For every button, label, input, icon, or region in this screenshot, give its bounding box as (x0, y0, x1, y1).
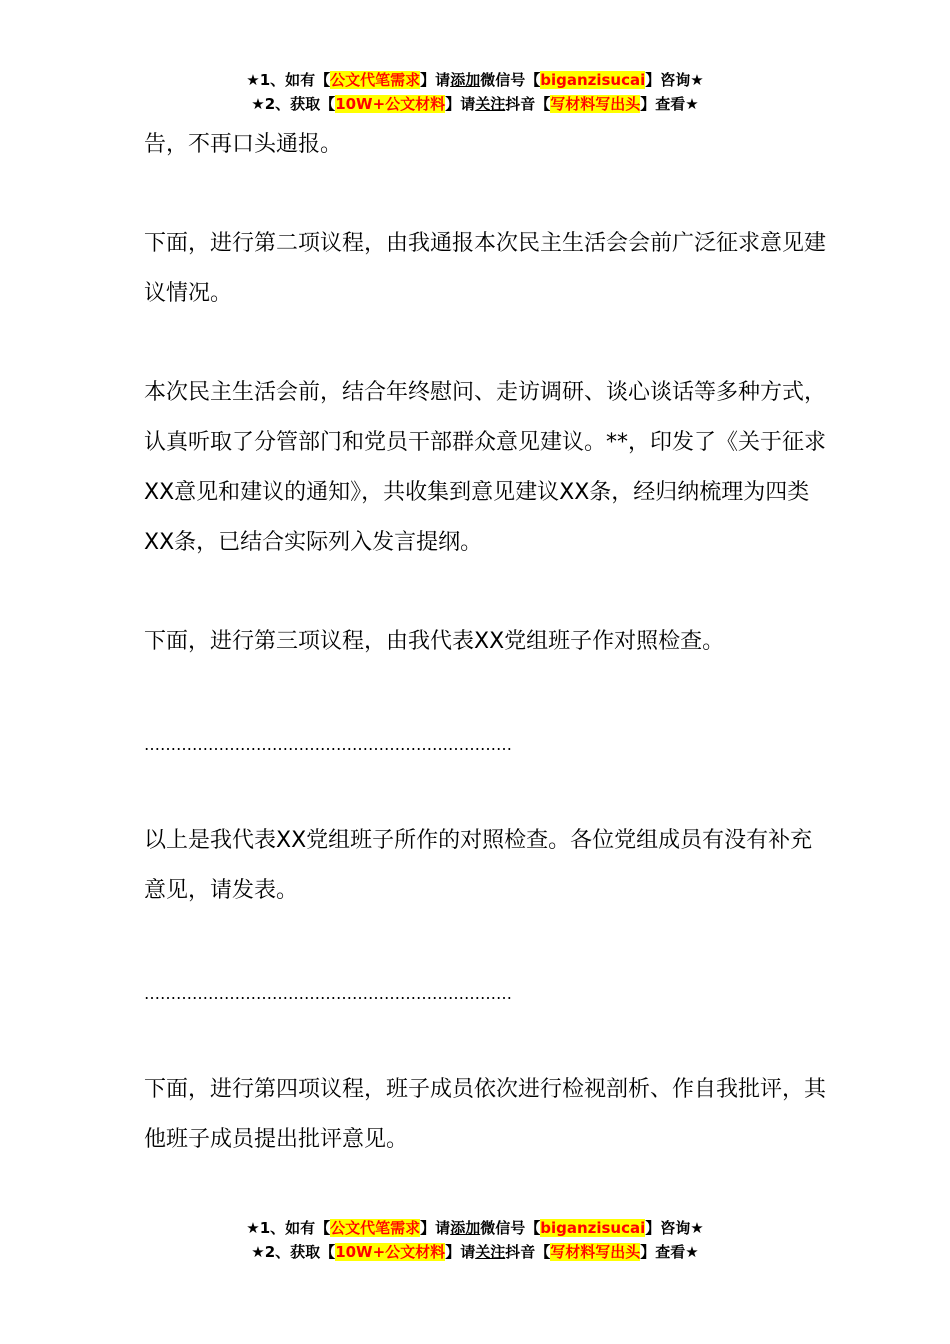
paragraph-text: 下面，进行第四项议程，班子成员依次进行检视剖析、作自我批评，其他班子成员提出批评意见。 (144, 1077, 827, 1152)
ellipsis-divider-1: …………………………………………………………… (144, 735, 512, 754)
banner-text: 】查看★ (640, 1243, 699, 1261)
banner-underline: 关注 (475, 95, 506, 113)
banner-text: 抖音【 (505, 1243, 551, 1261)
banner-text: ★2、获取【 (251, 95, 336, 113)
paragraph-1 (144, 219, 834, 319)
banner-text: 微信号【 (480, 71, 541, 89)
banner-douyin-id: 写材料写出头 (550, 95, 641, 113)
paragraph-text: 告，不再口头通报。 (144, 132, 343, 157)
banner-line-2 (0, 92, 950, 116)
banner-underline: 添加 (450, 1219, 481, 1237)
banner-underline: 关注 (475, 1243, 506, 1261)
banner-highlight: 10W+公文材料 (335, 95, 446, 113)
paragraph-text: 以上是我代表XX党组班子所作的对照检查。各位党组成员有没有补充意见，请发表。 (144, 828, 813, 903)
paragraph-text: 下面，进行第二项议程，由我通报本次民主生活会会前广泛征求意见建议情况。 (144, 231, 827, 306)
paragraph-text: 本次民主生活会前，结合年终慰问、走访调研、谈心谈话等多种方式，认真听取了分管部门和党员干部群众意见建议。**，印发了《关于征求XX意见和建议的通知》，共收集到意见建议XX条，经归纳梳理为四类XX条，已结合实际列入发言提纲。 (144, 380, 827, 555)
banner-text: ★2、获取【 (251, 1243, 336, 1261)
banner-text: ★1、如有【 (246, 1219, 331, 1237)
banner-text: 】查看★ (640, 95, 699, 113)
banner-text: 】请 (420, 71, 451, 89)
ellipsis-divider-2: …………………………………………………………… (144, 984, 512, 1003)
header-banner (0, 68, 950, 116)
banner-highlight: 公文代笔需求 (330, 1219, 421, 1237)
paragraph-4 (144, 816, 834, 916)
banner-text: 微信号【 (480, 1219, 541, 1237)
banner-text: 】咨询★ (645, 1219, 704, 1237)
banner-text: ★1、如有【 (246, 71, 331, 89)
banner-text: 】请 (445, 95, 476, 113)
banner-wechat-id: biganzisucai (540, 71, 646, 89)
paragraph-2 (144, 368, 834, 568)
banner-highlight: 公文代笔需求 (330, 71, 421, 89)
banner-text: 】请 (420, 1219, 451, 1237)
paragraph-text: 下面，进行第三项议程，由我代表XX党组班子作对照检查。 (144, 629, 725, 654)
banner-line-1 (0, 1216, 950, 1240)
banner-underline: 添加 (450, 71, 481, 89)
banner-line-1 (0, 68, 950, 92)
banner-text: 】咨询★ (645, 71, 704, 89)
banner-line-2 (0, 1240, 950, 1264)
banner-text: 抖音【 (505, 95, 551, 113)
banner-douyin-id: 写材料写出头 (550, 1243, 641, 1261)
banner-text: 】请 (445, 1243, 476, 1261)
paragraph-3 (144, 617, 834, 667)
paragraph-5 (144, 1065, 834, 1165)
paragraph-0 (144, 120, 834, 170)
banner-highlight: 10W+公文材料 (335, 1243, 446, 1261)
footer-banner (0, 1216, 950, 1264)
banner-wechat-id: biganzisucai (540, 1219, 646, 1237)
